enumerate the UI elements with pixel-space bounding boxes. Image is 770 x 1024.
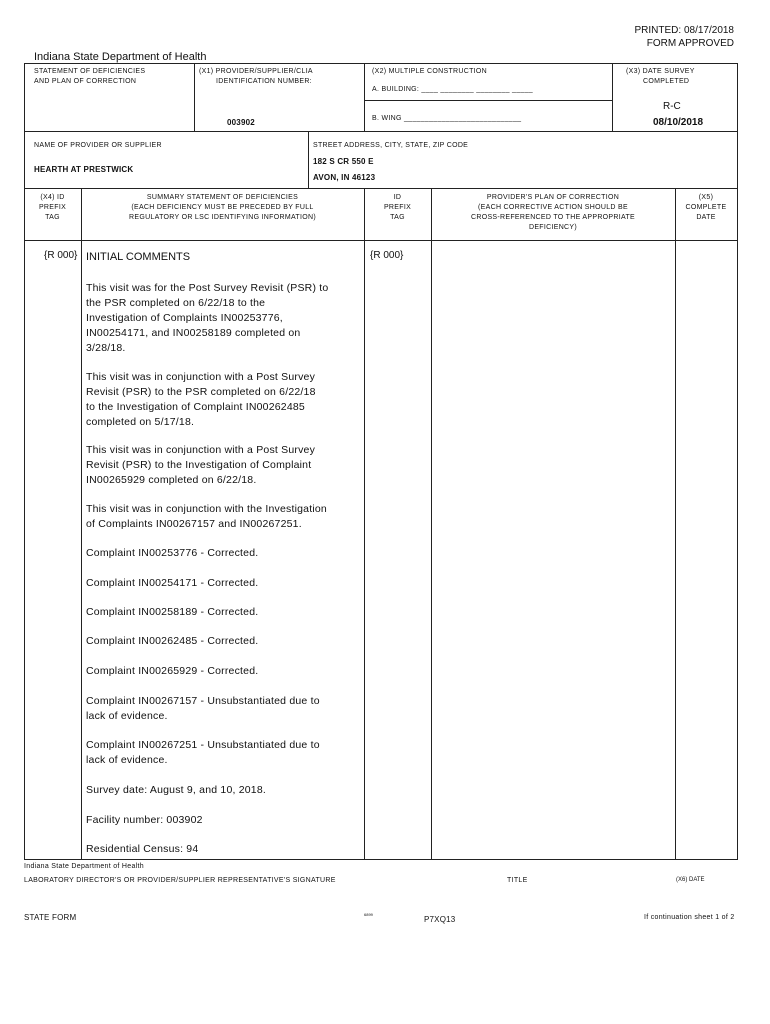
summary-paragraph <box>86 605 348 620</box>
id-header: ID PREFIX TAG <box>383 194 412 221</box>
summary-paragraph <box>86 664 348 679</box>
summary-line: This visit was for the Post Survey Revisit (PSR) to <box>86 282 329 294</box>
summary-line: Complaint IN00254171 - Corrected. <box>86 577 259 589</box>
summary-line: IN00265929 completed on 6/22/18. <box>86 474 257 486</box>
x3-label-1: (X3) DATE SURVEY <box>626 68 695 75</box>
x3-label-2: COMPLETED <box>643 78 690 85</box>
summary-line: Revisit (PSR) to the Investigation of Complaint <box>86 459 312 471</box>
event-id: P7XQ13 <box>424 915 456 924</box>
summary-line: of Complaints IN00267157 and IN00267251. <box>86 518 302 530</box>
summary-line: Complaint IN00265929 - Corrected. <box>86 665 259 677</box>
form-approved: FORM APPROVED <box>646 38 734 49</box>
x5-header: (X5) COMPLETE DATE <box>685 194 727 221</box>
state-form-label: STATE FORM <box>24 913 77 922</box>
address-line-1: 182 S CR 550 E <box>313 157 374 166</box>
summary-line: This visit was in conjunction with a Post Survey <box>86 444 316 456</box>
summary-line: lack of evidence. <box>86 710 168 722</box>
survey-code: R-C <box>663 101 681 112</box>
date-label: (X6) DATE <box>676 877 705 883</box>
title-label: TITLE <box>507 877 528 884</box>
footer-agency: Indiana State Department of Health <box>24 863 144 870</box>
left-prefix-tag: {R 000} <box>44 250 78 261</box>
plan-header: PROVIDER'S PLAN OF CORRECTION (EACH CORRECTIVE ACTION SHOULD BE CROSS-REFERENCED TO THE APPROPRIATE DEFICIENCY) <box>470 194 635 231</box>
address-line-2: AVON, IN 46123 <box>313 173 376 182</box>
x2-label: (X2) MULTIPLE CONSTRUCTION <box>372 68 488 75</box>
building-label: A. BUILDING: ____ ________ ________ _____ <box>372 86 533 93</box>
summary-line: Complaint IN00258189 - Corrected. <box>86 606 259 618</box>
continuation-sheet: If continuation sheet 1 of 2 <box>644 914 735 921</box>
agency-title: Indiana State Department of Health <box>34 51 207 63</box>
summary-paragraph <box>86 738 348 768</box>
summary-paragraph <box>86 694 348 724</box>
initial-comments-heading: INITIAL COMMENTS <box>86 251 191 263</box>
summary-line: lack of evidence. <box>86 754 168 766</box>
summary-line: This visit was in conjunction with a Post Survey <box>86 371 316 383</box>
wing-label: B. WING ____________________________ <box>372 115 522 122</box>
summary-line: to the Investigation of Complaint IN00262485 <box>86 401 305 413</box>
summary-paragraph <box>86 813 348 828</box>
summary-line: Survey date: August 9, and 10, 2018. <box>86 784 266 796</box>
printed-date: PRINTED: 08/17/2018 <box>634 25 734 36</box>
statement-label-2: AND PLAN OF CORRECTION <box>34 78 137 85</box>
summary-header: SUMMARY STATEMENT OF DEFICIENCIES (EACH DEFICIENCY MUST BE PRECEDED BY FULL REGULATORY OR LSC IDENTIFYING INFORMATION) <box>129 194 316 221</box>
signature-label: LABORATORY DIRECTOR'S OR PROVIDER/SUPPLIER REPRESENTATIVE'S SIGNATURE <box>24 877 336 884</box>
summary-line: This visit was in conjunction with the Investigation <box>86 503 327 515</box>
summary-line: Investigation of Complaints IN00253776, <box>86 312 283 324</box>
summary-line: Complaint IN00267157 - Unsubstantiated due to <box>86 695 320 707</box>
summary-line: completed on 5/17/18. <box>86 416 195 428</box>
x1-label-2: IDENTIFICATION NUMBER: <box>216 78 312 85</box>
provider-id-number: 003902 <box>227 118 255 127</box>
summary-paragraph <box>86 546 348 561</box>
statement-label-1: STATEMENT OF DEFICIENCIES <box>34 68 146 75</box>
summary-line: Complaint IN00267251 - Unsubstantiated due to <box>86 739 320 751</box>
summary-paragraph <box>86 502 348 532</box>
summary-paragraph <box>86 281 348 356</box>
summary-line: Complaint IN00262485 - Corrected. <box>86 635 259 647</box>
summary-line: Complaint IN00253776 - Corrected. <box>86 547 259 559</box>
form-number: 6899 <box>364 912 373 917</box>
summary-paragraph <box>86 576 348 591</box>
right-prefix-tag: {R 000} <box>370 250 404 261</box>
summary-line: 3/28/18. <box>86 342 126 354</box>
summary-paragraph <box>86 370 348 430</box>
x1-label-1: (X1) PROVIDER/SUPPLIER/CLIA <box>199 68 313 75</box>
summary-line: Facility number: 003902 <box>86 814 203 826</box>
summary-line: Residential Census: 94 <box>86 843 199 855</box>
provider-name: HEARTH AT PRESTWICK <box>34 165 134 174</box>
summary-paragraph <box>86 443 348 488</box>
summary-paragraph <box>86 634 348 649</box>
provider-label: NAME OF PROVIDER OR SUPPLIER <box>34 142 162 149</box>
address-label: STREET ADDRESS, CITY, STATE, ZIP CODE <box>313 142 469 149</box>
summary-paragraph <box>86 783 348 798</box>
summary-line: the PSR completed on 6/22/18 to the <box>86 297 266 309</box>
summary-paragraph <box>86 842 348 857</box>
survey-date: 08/10/2018 <box>653 117 704 128</box>
summary-line: IN00254171, and IN00258189 completed on <box>86 327 301 339</box>
x4-header: (X4) ID PREFIX TAG <box>38 194 67 221</box>
summary-line: Revisit (PSR) to the PSR completed on 6/22/18 <box>86 386 316 398</box>
